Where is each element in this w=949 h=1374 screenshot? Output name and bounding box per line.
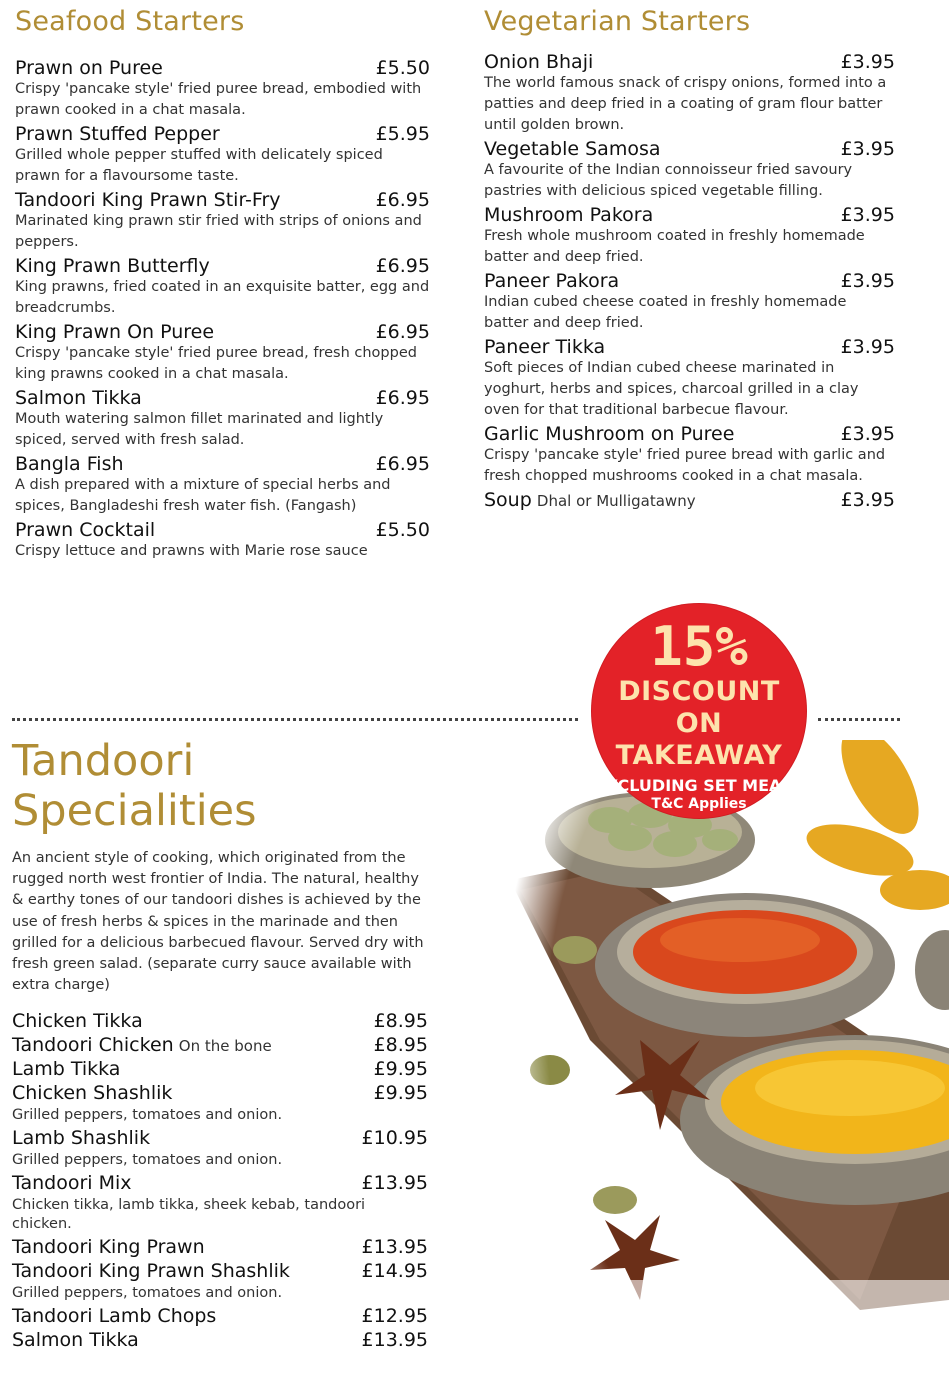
- tandoori-item-price: £8.95: [373, 1034, 428, 1057]
- menu-item-price: £3.95: [840, 423, 895, 445]
- tandoori-item-description: Grilled peppers, tomatoes and onion.: [12, 1285, 283, 1302]
- menu-item-name: Paneer Pakora: [484, 270, 620, 292]
- menu-item-price: £3.95: [840, 204, 895, 226]
- menu-item-description: Soft pieces of Indian cubed cheese marinated in yoghurt, herbs and spices, charcoal grilled in a clay oven for that traditional barbecue flavour.: [484, 360, 859, 418]
- tandoori-item-name: Tandoori Lamb Chops: [12, 1305, 217, 1328]
- exclusion-line: EXCLUDING SET MEALS: [594, 776, 804, 795]
- tandoori-item: [12, 1058, 428, 1082]
- menu-item-description: Crispy lettuce and prawns with Marie rose sauce: [15, 543, 368, 559]
- menu-item-description: Fresh whole mushroom coated in freshly homemade batter and deep fried.: [484, 228, 865, 265]
- discount-line: DISCOUNT: [618, 676, 780, 707]
- discount-badge: [592, 604, 806, 818]
- tandoori-item-name: Salmon Tikka: [12, 1329, 139, 1352]
- menu-item-header: [484, 138, 895, 160]
- tandoori-item-name: Chicken Shashlik: [12, 1082, 173, 1105]
- menu-item-header: [15, 57, 430, 79]
- spice-bowls-image: [500, 740, 949, 1374]
- menu-item-name: Paneer Tikka: [484, 336, 606, 358]
- tandoori-item: [12, 1034, 428, 1058]
- tandoori-item-title: [12, 1305, 216, 1327]
- menu-item-header: [484, 51, 895, 73]
- menu-item-name: Bangla Fish: [15, 453, 124, 475]
- tandoori-list: [12, 1010, 428, 1353]
- section-divider-left: [12, 718, 578, 721]
- seafood-section: [15, 6, 430, 564]
- tandoori-item: [12, 1082, 428, 1106]
- menu-item-price: £5.95: [375, 123, 430, 145]
- menu-item-price: £5.50: [375, 57, 430, 79]
- tandoori-item-price: £9.95: [373, 1058, 428, 1081]
- menu-item-header: [484, 423, 895, 445]
- vegetarian-heading: Vegetarian Starters: [484, 6, 751, 37]
- menu-item: [484, 204, 895, 268]
- tandoori-item: [12, 1305, 428, 1329]
- menu-item-description: Grilled whole pepper stuffed with delicately spiced prawn for a flavoursome taste.: [15, 147, 383, 184]
- tandoori-item-price: £9.95: [373, 1082, 428, 1105]
- tandoori-item-name: Tandoori King Prawn: [12, 1236, 205, 1259]
- menu-item-header: [15, 123, 430, 145]
- tandoori-item-title: [12, 1010, 143, 1032]
- soup-options: Dhal or Mulligatawny: [536, 492, 696, 510]
- menu-item: [484, 138, 895, 202]
- tandoori-item-price: £8.95: [373, 1010, 428, 1033]
- menu-item-price: £3.95: [840, 138, 895, 160]
- menu-item: [15, 189, 430, 253]
- menu-item: [15, 453, 430, 517]
- menu-item-name: King Prawn Butterfly: [15, 255, 210, 277]
- tandoori-item-title: [12, 1034, 272, 1056]
- menu-item-description: King prawns, fried coated in an exquisite batter, egg and breadcrumbs.: [15, 279, 430, 316]
- menu-item-name: Garlic Mushroom on Puree: [484, 423, 735, 445]
- tandoori-heading: Tandoori Specialities: [12, 736, 257, 836]
- menu-item: [15, 387, 430, 451]
- tandoori-item-price: £12.95: [361, 1305, 428, 1328]
- tandoori-item: [12, 1236, 428, 1260]
- tandoori-item-note: On the bone: [178, 1037, 272, 1056]
- menu-item-name: Onion Bhaji: [484, 51, 594, 73]
- menu-item: [15, 123, 430, 187]
- discount-percent: 15%: [650, 615, 748, 678]
- tandoori-item-title: [12, 1329, 139, 1351]
- menu-item-header: [484, 336, 895, 358]
- soup-name: Soup: [484, 489, 532, 511]
- tandoori-item-price: £13.95: [361, 1236, 428, 1259]
- tandoori-item: [12, 1260, 428, 1284]
- tandoori-item-description: Chicken tikka, lamb tikka, sheek kebab, tandoori chicken.: [12, 1197, 366, 1233]
- menu-item-description: A dish prepared with a mixture of special herbs and spices, Bangladeshi fresh water fish. (Fangash): [15, 477, 391, 514]
- tandoori-item-description: Grilled peppers, tomatoes and onion.: [12, 1152, 283, 1169]
- section-divider-right: [818, 718, 900, 721]
- menu-item-price: £6.95: [375, 321, 430, 343]
- soup-row: [484, 489, 895, 511]
- terms-line: T&C Applies: [651, 796, 747, 812]
- menu-item-name: King Prawn On Puree: [15, 321, 215, 343]
- tandoori-item-name: Tandoori Mix: [12, 1172, 132, 1195]
- menu-item-header: [15, 189, 430, 211]
- menu-item-name: Prawn Cocktail: [15, 519, 156, 541]
- seafood-heading: Seafood Starters: [15, 6, 245, 37]
- menu-item-name: Mushroom Pakora: [484, 204, 654, 226]
- tandoori-item-price: £14.95: [361, 1260, 428, 1283]
- menu-item-price: £3.95: [840, 336, 895, 358]
- tandoori-item-name: Lamb Tikka: [12, 1058, 121, 1081]
- tandoori-item: [12, 1172, 428, 1196]
- menu-item-header: [484, 204, 895, 226]
- tandoori-item-price: £10.95: [361, 1127, 428, 1150]
- tandoori-item: [12, 1329, 428, 1353]
- menu-item-price: £3.95: [840, 51, 895, 73]
- menu-item: [15, 57, 430, 121]
- menu-item: [484, 336, 895, 421]
- menu-item: [484, 423, 895, 487]
- tandoori-item-title: [12, 1260, 290, 1282]
- menu-item-description: Marinated king prawn stir fried with strips of onions and peppers.: [15, 213, 422, 250]
- menu-item-header: [15, 387, 430, 409]
- menu-item: [15, 255, 430, 319]
- tandoori-item: [12, 1127, 428, 1151]
- seafood-list: [15, 57, 430, 562]
- menu-item-price: £6.95: [375, 189, 430, 211]
- tandoori-section: [12, 736, 428, 1353]
- menu-item-name: Prawn Stuffed Pepper: [15, 123, 220, 145]
- menu-item-description: Crispy 'pancake style' fried puree bread with garlic and fresh chopped mushrooms cooked in a chat masala.: [484, 447, 886, 484]
- menu-item-header: [15, 453, 430, 475]
- menu-item: [484, 270, 895, 334]
- menu-item-name: Vegetable Samosa: [484, 138, 661, 160]
- menu-item-description: Crispy 'pancake style' fried puree bread, embodied with prawn cooked in a chat masala.: [15, 81, 422, 118]
- tandoori-item-title: [12, 1236, 205, 1258]
- vegetarian-list: [484, 51, 895, 487]
- tandoori-item-name: Tandoori King Prawn Shashlik: [12, 1260, 290, 1283]
- tandoori-item-title: [12, 1082, 172, 1104]
- menu-item-name: Tandoori King Prawn Stir-Fry: [15, 189, 281, 211]
- menu-item-header: [15, 321, 430, 343]
- menu-item-description: Mouth watering salmon fillet marinated and lightly spiced, served with fresh salad.: [15, 411, 384, 448]
- tandoori-item-name: Lamb Shashlik: [12, 1127, 151, 1150]
- menu-item-description: Indian cubed cheese coated in freshly homemade batter and deep fried.: [484, 294, 847, 331]
- menu-item-price: £3.95: [840, 270, 895, 292]
- tandoori-item-description: Grilled peppers, tomatoes and onion.: [12, 1107, 283, 1124]
- menu-item-price: £6.95: [375, 387, 430, 409]
- tandoori-item: [12, 1010, 428, 1034]
- tandoori-item-price: £13.95: [361, 1329, 428, 1352]
- menu-item-header: [15, 255, 430, 277]
- takeaway-line: ON TAKEAWAY: [615, 708, 783, 771]
- menu-item: [15, 321, 430, 385]
- tandoori-intro: An ancient style of cooking, which originated from the rugged north west frontier of India. The natural, healthy & earthy tones of our tandoori dishes is achieved by the use of fresh herbs & spices in the marinade and then grilled for a delicious barbecued flavour. Served dry with fresh green salad. (separate curry sauce available with extra charge): [12, 850, 424, 994]
- tandoori-item-name: Chicken Tikka: [12, 1010, 143, 1033]
- menu-item-header: [484, 270, 895, 292]
- soup-price: £3.95: [840, 489, 895, 511]
- menu-item-description: Crispy 'pancake style' fried puree bread, fresh chopped king prawns cooked in a chat masala.: [15, 345, 417, 382]
- menu-item: [484, 51, 895, 136]
- menu-item: [15, 519, 430, 562]
- menu-item-name: Salmon Tikka: [15, 387, 142, 409]
- tandoori-item-name: Tandoori Chicken: [12, 1034, 174, 1057]
- menu-item-description: The world famous snack of crispy onions, formed into a patties and deep fried in a coating of gram flour batter until golden brown.: [484, 75, 887, 133]
- menu-item-price: £6.95: [375, 255, 430, 277]
- vegetarian-section: [484, 6, 895, 511]
- menu-item-header: [15, 519, 430, 541]
- menu-item-description: A favourite of the Indian connoisseur fried savoury pastries with delicious spiced vegetable filling.: [484, 162, 853, 199]
- menu-item-name: Prawn on Puree: [15, 57, 163, 79]
- menu-item-price: £6.95: [375, 453, 430, 475]
- tandoori-item-title: [12, 1058, 120, 1080]
- tandoori-item-price: £13.95: [361, 1172, 428, 1195]
- menu-item-price: £5.50: [375, 519, 430, 541]
- tandoori-item-title: [12, 1127, 150, 1149]
- tandoori-item-title: [12, 1172, 132, 1194]
